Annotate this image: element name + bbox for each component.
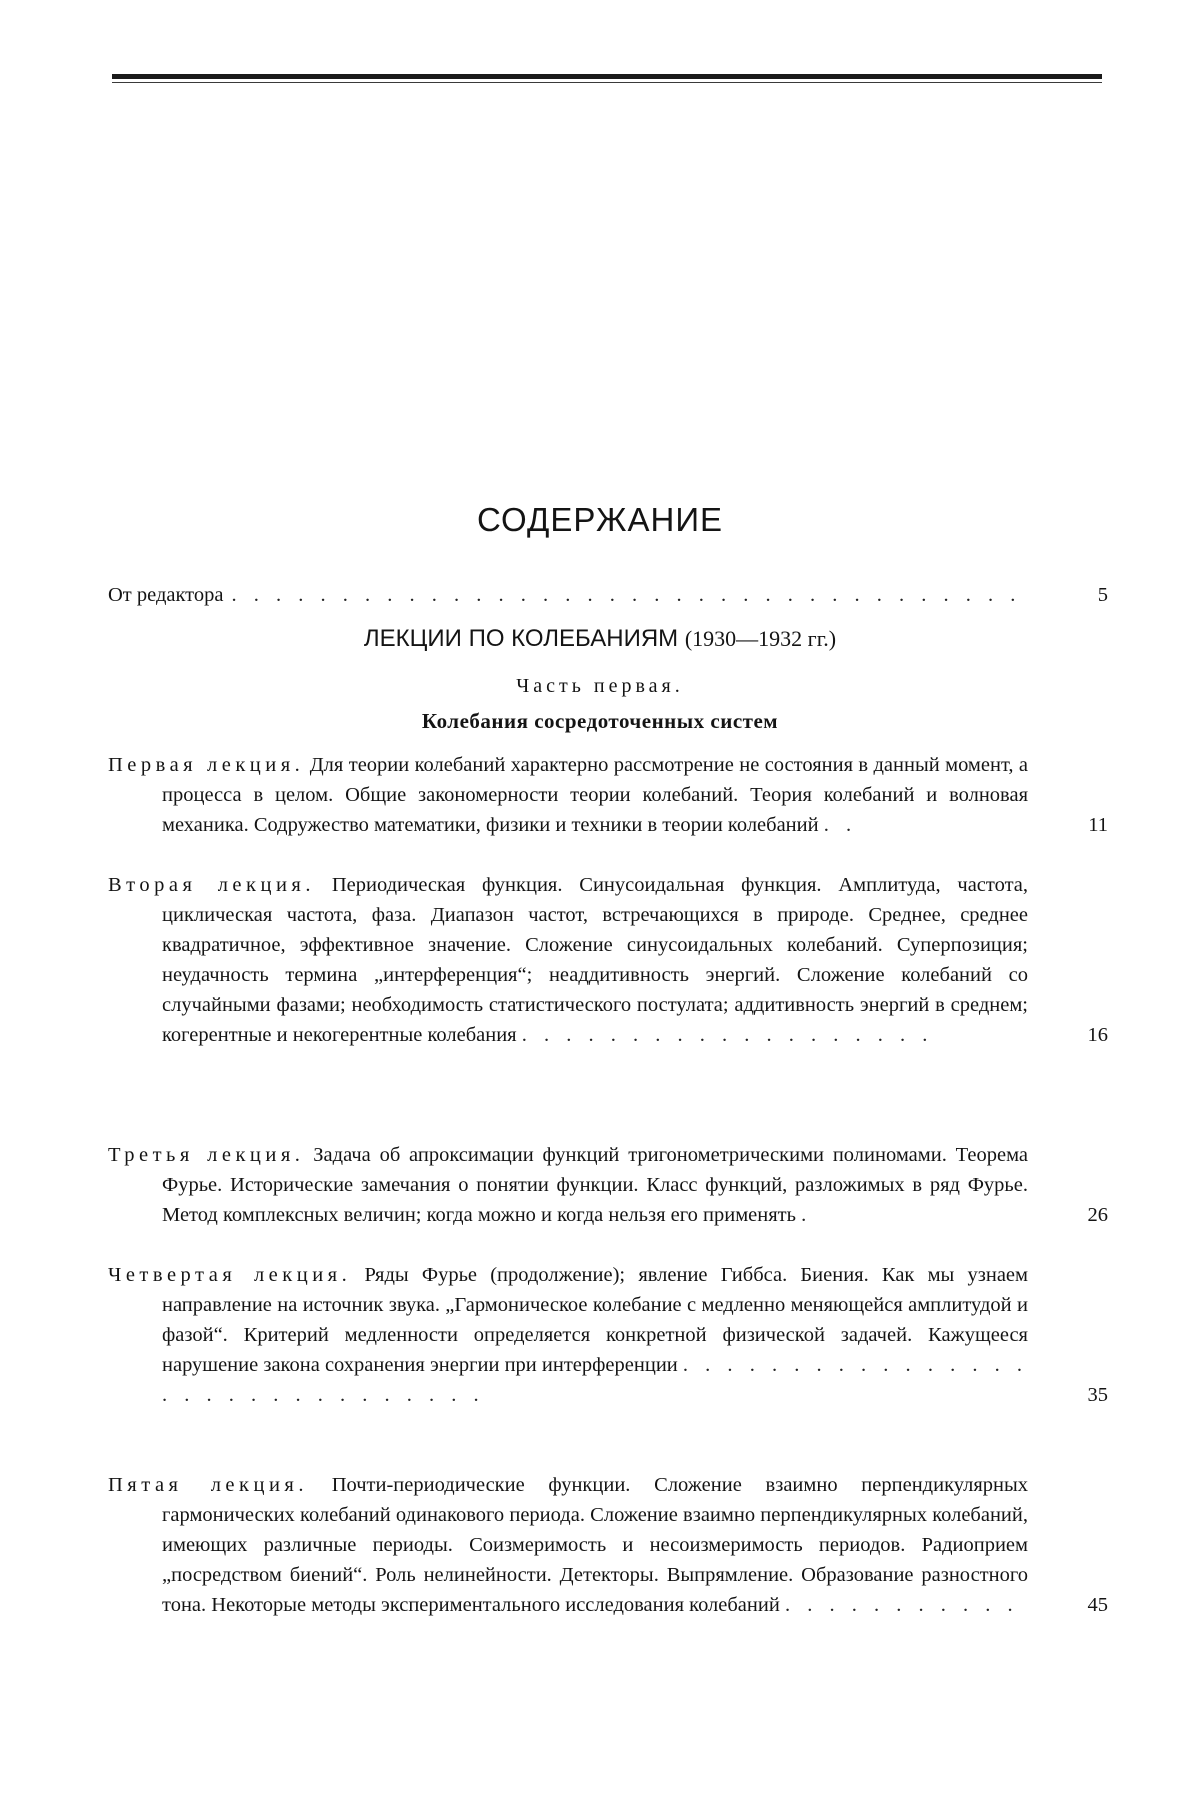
top-rule-thin xyxy=(112,82,1102,83)
lecture-description xyxy=(108,1260,1028,1410)
section-heading xyxy=(0,623,1200,655)
page-title: СОДЕРЖАНИЕ xyxy=(476,501,724,538)
lecture-text: Задача об апроксимации функций тригонометрическими полиномами. Теорема Фурье. Исторические замечания о понятии функции. Класс функций, разложимых в ряд Фурье. Метод комплексных величин; когда можно и когда нельзя его применять xyxy=(162,1144,1028,1226)
dot-leader: . . xyxy=(823,814,858,836)
section-years: (1930—1932 гг.) xyxy=(684,626,837,651)
toc-entry-lecture-1[interactable] xyxy=(108,750,1108,840)
lecture-name: Вторая лекция. xyxy=(108,874,315,896)
dot-leader: . . . . . . . . . . . xyxy=(784,1594,1019,1616)
part-label: Часть первая. xyxy=(516,675,684,697)
toc-entry-lecture-4[interactable] xyxy=(108,1260,1108,1410)
lecture-description xyxy=(108,1470,1028,1620)
lecture-description xyxy=(108,750,1028,840)
dot-leader: . xyxy=(801,1204,813,1226)
lecture-text: Для теории колебаний характерно рассмотрение не состояния в данный момент, а процесса в целом. Общие закономерности теории колебаний. Теория колебаний и волновая механика. Содружество математики, физики и техники в теории колебаний xyxy=(162,754,1029,836)
top-rule-thick xyxy=(112,74,1102,79)
lecture-text: Почти-периодические функции. Сложение взаимно перпендикулярных гармонических колебаний одинакового периода. Сложение взаимно перпендикулярных колебаний, имеющих различные периоды. Соизмеримость и несоизмеримость периодов. Радиоприем „посредством биений“. Роль нелинейности. Детекторы. Выпрямление. Образование разностного тона. Некоторые методы экспериментального исследования колебаний xyxy=(162,1474,1028,1616)
toc-entry-editor-text-line xyxy=(108,580,1028,610)
lecture-name: Первая лекция. xyxy=(108,754,305,776)
lecture-description xyxy=(108,1140,1028,1230)
lecture-text: Периодическая функция. Синусоидальная функция. Амплитуда, частота, циклическая частота, фаза. Диапазон частот, встречающихся в природе. Среднее, среднее квадратичное, эффективное значение. Сложение синусоидальных колебаний. Суперпозиция; неудачность термина „интерференция“; неаддитивность энергий. Сложение колебаний со случайными фазами; необходимость статистического постулата; аддитивность энергий в среднем; когерентные и некогерентные колебания xyxy=(162,874,1029,1046)
lecture-name: Четвертая лекция. xyxy=(108,1264,352,1286)
dot-leader: . . . . . . . . . . . . . . . . . . . . . . . . . . . . . . . xyxy=(162,1354,1029,1406)
toc-entry-editor[interactable] xyxy=(108,580,1108,610)
lecture-name: Третья лекция. xyxy=(108,1144,305,1166)
lecture-description xyxy=(108,870,1028,1050)
lecture-name: Пятая лекция. xyxy=(108,1474,308,1496)
page-number: 35 xyxy=(1087,1384,1108,1406)
page-number: 11 xyxy=(1088,814,1108,836)
page-number: 5 xyxy=(1097,584,1108,606)
page-number: 16 xyxy=(1087,1024,1108,1046)
lecture-text: Ряды Фурье (продолжение); явление Гиббса. Биения. Как мы узнаем направление на источник звука. „Гармоническое колебание с медленно меняющейся амплитудой и фазой“. Критерий медленности определяется конкретной физической задачей. Кажущееся нарушение закона сохранения энергии при интерференции xyxy=(162,1264,1029,1376)
dot-leader: . . . . . . . . . . . . . . . . . . . xyxy=(521,1024,934,1046)
page-number: 26 xyxy=(1087,1204,1108,1226)
section-title: ЛЕКЦИИ ПО КОЛЕБАНИЯМ xyxy=(363,625,679,652)
dot-leader: . . . . . . . . . . . . . . . . . . . . . . . . . . . . . . . . . . . . xyxy=(231,584,1022,606)
toc-entry-lecture-2[interactable] xyxy=(108,870,1108,1050)
toc-entry-lecture-5[interactable] xyxy=(108,1470,1108,1620)
part-subtitle: Колебания сосредоточенных систем xyxy=(421,709,779,733)
toc-entry-editor-title: От редактора xyxy=(108,584,224,606)
page-number: 45 xyxy=(1087,1594,1108,1616)
toc-entry-lecture-3[interactable] xyxy=(108,1140,1108,1230)
